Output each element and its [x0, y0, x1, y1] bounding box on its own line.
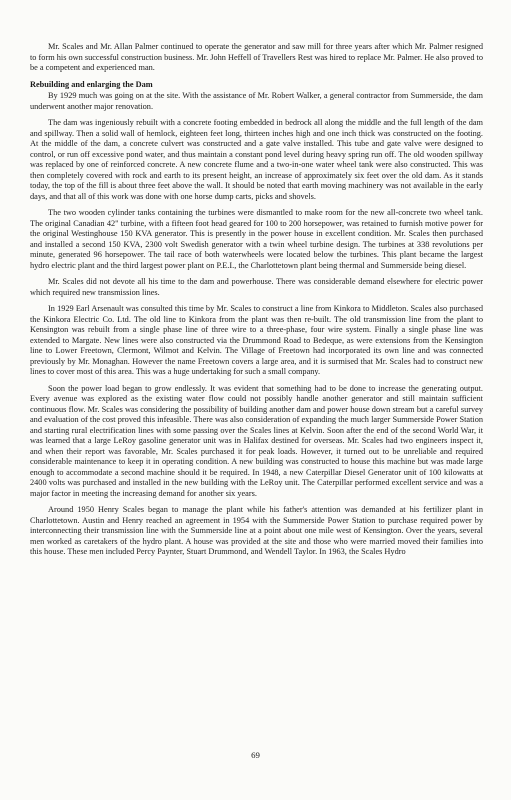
paragraph-turbines: The two wooden cylinder tanks containing the turbines were dismantled to make room for the new all-concrete two wheel tank. The original Canadian 42" turbine, with a fifteen foot head geared for 100 to 200 horsepower, was retained to furnish motive power for the original Westinghouse 150 KVA generator. This is presently in the power house in excellent condition. Mr. Scales then purchased and installed a second 150 KVA, 2300 volt Swedish generator with a twin wheel turbine design. The turbines at 338 revolutions per minute, generated 96 horsepower. The tail race of both waterwheels were located below the turbines. This plant became the largest hydro electric plant and the third largest power plant on P.E.I., the Charlottetown plant being thermal and Summerside being diesel.	[30, 208, 483, 270]
section-heading: Rebuilding and enlarging the Dam	[30, 79, 153, 89]
page-number: 69	[251, 750, 260, 760]
paragraph-henry-scales: Around 1950 Henry Scales began to manage the plant while his father's attention was demanded at his fertilizer plant in Charlottetown. Austin and Henry reached an agreement in 1954 with the Summerside Power Station to purchase required power by interconnecting their transmission line with the Summerside line at a point about one mile west of Kensington. Over the years, several men worked as caretakers of the hydro plant. A house was provided at the site and those who were married moved their families into this house. These men included Percy Paynter, Stuart Drummond, and Wendell Taylor. In 1963, the Scales Hydro	[30, 505, 483, 556]
paragraph-transmission-demand: Mr. Scales did not devote all his time to the dam and powerhouse. There was considerable demand elsewhere for electric power which required new transmission lines.	[30, 277, 483, 297]
paragraph-power-load: Soon the power load began to grow endlessly. It was evident that something had to be done to increase the generating output. Every avenue was explored as the existing water flow could not possibly handle another generator and still maintain sufficient continuous flow. Mr. Scales was considering the possibility of building another dam and power house down stream but a careful survey and evaluation of the cost proved this infeasible. There was also consideration of expanding the much larger Summerside Power Station and starting rural electrification lines with some passing over the Scales lines at Kelvin. Soon after the end of the second World War, it was learned that a large LeRoy gasoline generator unit was in Halifax destined for overseas. Mr. Scales had two engineers inspect it, and when their report was favorable, Mr. Scales purchased it for peak loads. However, it turned out to be unreliable and required considerable maintenance to keep it in operating condition. A new building was constructed to house this machine but was made large enough to accommodate a second machine should it be required. In 1948, a new Caterpillar Diesel Generator unit of 100 kilowatts at 2400 volts was purchased and installed in the new building with the LeRoy unit. The Caterpillar performed excellent service and was a major factor in meeting the increasing demand for another six years.	[30, 383, 483, 498]
paragraph-kinkora-lines: In 1929 Earl Arsenault was consulted this time by Mr. Scales to construct a line from Kinkora to Middleton. Scales also purchased the Kinkora Electric Co. Ltd. The old line to Kinkora from the plant was then re-built. The old transmission line from the plant to Kensington was rebuilt from a single phase line of three wire to a three-phase, four wire system. Finally a single phase line was extended to Margate. New lines were also constructed via the Drummond Road to Bedeque, as were extensions from the Kensington line to Lower Freetown, Clermont, Wilmot and Kelvin. The Village of Freetown had incorporated its own line and was connected previously by Mr. Monaghan. However the name Freetown covers a large area, and it is surmised that Mr. Scales had to construct new lines to cover most of this area. This was a huge undertaking for such a small company.	[30, 304, 483, 376]
paragraph-dam-rebuild: The dam was ingeniously rebuilt with a concrete footing embedded in bedrock all along the middle and the full length of the dam and spillway. Then a solid wall of hemlock, eighteen feet long, thirteen inches high and one inch thick was constructed on the footing. At the middle of the dam, a concrete culvert was constructed and a gate valve installed. This tube and gate valve were designed to control, or run off excessive pond water, and thus maintain a constant pond level during heavy spring run off. The old wooden spillway was replaced by one of reinforced concrete. A new concrete flume and a two-in-one water wheel tank were also constructed. This was then completely covered with rock and earth to its present height, an increase of approximately six feet over the old dam. As it stands today, the top of the fill is about three feet above the wall. It should be noted that earth moving machinery was not available in the early days, and that all of this work was done with one horse dump carts, picks and shovels.	[30, 118, 483, 201]
paragraph-palmer-heffell: Mr. Scales and Mr. Allan Palmer continued to operate the generator and saw mill for three years after which Mr. Palmer resigned to form his own successful construction business. Mr. John Heffell of Travellers Rest was hired to replace Mr. Palmer. He also proved to be a competent and experienced man.	[30, 42, 483, 72]
paragraph-1929-renovation: By 1929 much was going on at the site. With the assistance of Mr. Robert Walker, a general contractor from Summerside, the dam underwent another major renovation.	[30, 91, 483, 111]
page-body	[30, 42, 483, 564]
